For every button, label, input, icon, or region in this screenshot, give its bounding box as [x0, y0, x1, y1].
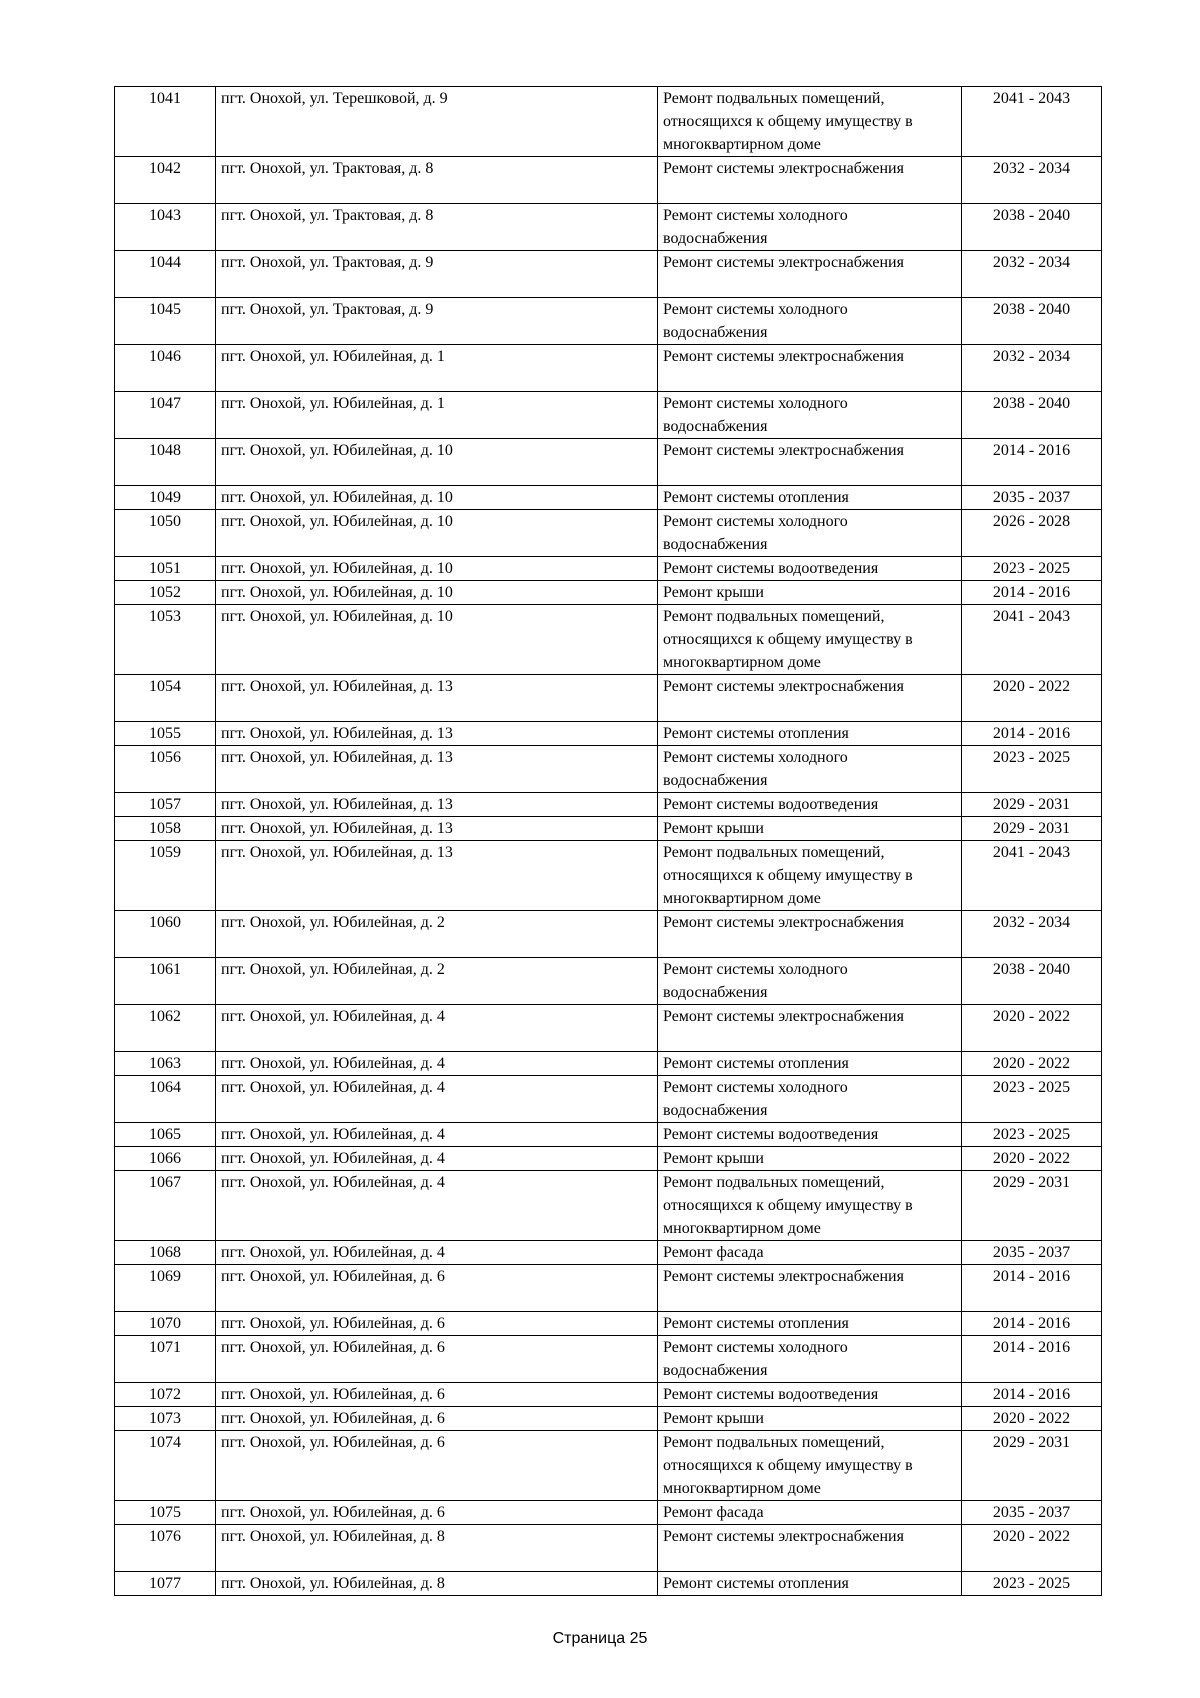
row-number-cell: 1048	[115, 439, 216, 486]
address-cell: пгт. Онохой, ул. Юбилейная, д. 6	[216, 1383, 658, 1407]
table-row	[115, 793, 1102, 817]
row-number-cell: 1047	[115, 392, 216, 439]
row-number-cell: 1066	[115, 1147, 216, 1171]
work-type-cell: Ремонт системы холодного водоснабжения	[658, 1076, 962, 1123]
address-cell: пгт. Онохой, ул. Юбилейная, д. 4	[216, 1123, 658, 1147]
work-type-cell: Ремонт подвальных помещений, относящихся к общему имуществу в многоквартирном доме	[658, 1431, 962, 1501]
row-number-cell: 1043	[115, 204, 216, 251]
period-cell: 2020 - 2022	[962, 675, 1102, 722]
work-type-cell: Ремонт системы электроснабжения	[658, 1005, 962, 1052]
work-type-cell: Ремонт системы холодного водоснабжения	[658, 958, 962, 1005]
work-type-cell: Ремонт системы электроснабжения	[658, 1265, 962, 1312]
period-cell: 2023 - 2025	[962, 557, 1102, 581]
address-cell: пгт. Онохой, ул. Юбилейная, д. 13	[216, 817, 658, 841]
work-type-cell: Ремонт системы отопления	[658, 1052, 962, 1076]
address-cell: пгт. Онохой, ул. Юбилейная, д. 4	[216, 1052, 658, 1076]
table-row	[115, 251, 1102, 298]
period-cell: 2035 - 2037	[962, 1241, 1102, 1265]
period-cell: 2014 - 2016	[962, 1312, 1102, 1336]
address-cell: пгт. Онохой, ул. Юбилейная, д. 13	[216, 675, 658, 722]
row-number-cell: 1067	[115, 1171, 216, 1241]
period-cell: 2029 - 2031	[962, 1431, 1102, 1501]
table-row	[115, 510, 1102, 557]
work-type-cell: Ремонт системы холодного водоснабжения	[658, 204, 962, 251]
work-type-cell: Ремонт системы холодного водоснабжения	[658, 392, 962, 439]
period-cell: 2023 - 2025	[962, 1123, 1102, 1147]
table-row	[115, 392, 1102, 439]
table-row	[115, 345, 1102, 392]
table-row	[115, 958, 1102, 1005]
period-cell: 2041 - 2043	[962, 87, 1102, 157]
address-cell: пгт. Онохой, ул. Юбилейная, д. 10	[216, 581, 658, 605]
row-number-cell: 1054	[115, 675, 216, 722]
table-row	[115, 1383, 1102, 1407]
work-type-cell: Ремонт фасада	[658, 1501, 962, 1525]
period-cell: 2023 - 2025	[962, 746, 1102, 793]
table-row	[115, 911, 1102, 958]
row-number-cell: 1055	[115, 722, 216, 746]
period-cell: 2020 - 2022	[962, 1052, 1102, 1076]
work-type-cell: Ремонт фасада	[658, 1241, 962, 1265]
address-cell: пгт. Онохой, ул. Юбилейная, д. 13	[216, 841, 658, 911]
row-number-cell: 1072	[115, 1383, 216, 1407]
table-row	[115, 675, 1102, 722]
period-cell: 2032 - 2034	[962, 345, 1102, 392]
row-number-cell: 1068	[115, 1241, 216, 1265]
work-type-cell: Ремонт крыши	[658, 1407, 962, 1431]
period-cell: 2020 - 2022	[962, 1525, 1102, 1572]
period-cell: 2029 - 2031	[962, 1171, 1102, 1241]
address-cell: пгт. Онохой, ул. Юбилейная, д. 13	[216, 722, 658, 746]
period-cell: 2014 - 2016	[962, 1265, 1102, 1312]
table-row	[115, 1572, 1102, 1596]
address-cell: пгт. Онохой, ул. Юбилейная, д. 6	[216, 1431, 658, 1501]
address-cell: пгт. Онохой, ул. Юбилейная, д. 10	[216, 557, 658, 581]
work-type-cell: Ремонт подвальных помещений, относящихся к общему имуществу в многоквартирном доме	[658, 605, 962, 675]
period-cell: 2038 - 2040	[962, 298, 1102, 345]
row-number-cell: 1061	[115, 958, 216, 1005]
row-number-cell: 1051	[115, 557, 216, 581]
row-number-cell: 1069	[115, 1265, 216, 1312]
table-row	[115, 1336, 1102, 1383]
table-row	[115, 817, 1102, 841]
period-cell: 2014 - 2016	[962, 1336, 1102, 1383]
row-number-cell: 1056	[115, 746, 216, 793]
table-row	[115, 486, 1102, 510]
row-number-cell: 1060	[115, 911, 216, 958]
table-row	[115, 1241, 1102, 1265]
table-row	[115, 1005, 1102, 1052]
period-cell: 2023 - 2025	[962, 1572, 1102, 1596]
work-type-cell: Ремонт системы водоотведения	[658, 1383, 962, 1407]
period-cell: 2020 - 2022	[962, 1147, 1102, 1171]
address-cell: пгт. Онохой, ул. Юбилейная, д. 6	[216, 1407, 658, 1431]
repair-schedule-table	[114, 86, 1102, 1596]
period-cell: 2029 - 2031	[962, 793, 1102, 817]
address-cell: пгт. Онохой, ул. Трактовая, д. 8	[216, 157, 658, 204]
row-number-cell: 1053	[115, 605, 216, 675]
row-number-cell: 1046	[115, 345, 216, 392]
work-type-cell: Ремонт системы холодного водоснабжения	[658, 746, 962, 793]
period-cell: 2014 - 2016	[962, 722, 1102, 746]
work-type-cell: Ремонт системы электроснабжения	[658, 157, 962, 204]
work-type-cell: Ремонт крыши	[658, 581, 962, 605]
address-cell: пгт. Онохой, ул. Терешковой, д. 9	[216, 87, 658, 157]
row-number-cell: 1070	[115, 1312, 216, 1336]
address-cell: пгт. Онохой, ул. Юбилейная, д. 4	[216, 1076, 658, 1123]
row-number-cell: 1052	[115, 581, 216, 605]
work-type-cell: Ремонт системы отопления	[658, 1572, 962, 1596]
address-cell: пгт. Онохой, ул. Юбилейная, д. 8	[216, 1525, 658, 1572]
table-row	[115, 557, 1102, 581]
work-type-cell: Ремонт подвальных помещений, относящихся к общему имуществу в многоквартирном доме	[658, 841, 962, 911]
table-row	[115, 1431, 1102, 1501]
period-cell: 2014 - 2016	[962, 439, 1102, 486]
address-cell: пгт. Онохой, ул. Трактовая, д. 9	[216, 298, 658, 345]
address-cell: пгт. Онохой, ул. Юбилейная, д. 6	[216, 1265, 658, 1312]
address-cell: пгт. Онохой, ул. Юбилейная, д. 6	[216, 1312, 658, 1336]
table-row	[115, 605, 1102, 675]
row-number-cell: 1059	[115, 841, 216, 911]
row-number-cell: 1076	[115, 1525, 216, 1572]
row-number-cell: 1045	[115, 298, 216, 345]
row-number-cell: 1071	[115, 1336, 216, 1383]
table-row	[115, 439, 1102, 486]
row-number-cell: 1074	[115, 1431, 216, 1501]
row-number-cell: 1049	[115, 486, 216, 510]
work-type-cell: Ремонт подвальных помещений, относящихся к общему имуществу в многоквартирном доме	[658, 87, 962, 157]
period-cell: 2020 - 2022	[962, 1407, 1102, 1431]
address-cell: пгт. Онохой, ул. Юбилейная, д. 10	[216, 605, 658, 675]
address-cell: пгт. Онохой, ул. Юбилейная, д. 4	[216, 1005, 658, 1052]
work-type-cell: Ремонт крыши	[658, 817, 962, 841]
period-cell: 2035 - 2037	[962, 1501, 1102, 1525]
work-type-cell: Ремонт системы отопления	[658, 486, 962, 510]
period-cell: 2029 - 2031	[962, 817, 1102, 841]
work-type-cell: Ремонт системы водоотведения	[658, 557, 962, 581]
address-cell: пгт. Онохой, ул. Юбилейная, д. 4	[216, 1241, 658, 1265]
period-cell: 2014 - 2016	[962, 1383, 1102, 1407]
table-row	[115, 746, 1102, 793]
period-cell: 2041 - 2043	[962, 841, 1102, 911]
row-number-cell: 1042	[115, 157, 216, 204]
table-row	[115, 722, 1102, 746]
row-number-cell: 1050	[115, 510, 216, 557]
table-body	[115, 87, 1102, 1596]
period-cell: 2014 - 2016	[962, 581, 1102, 605]
row-number-cell: 1075	[115, 1501, 216, 1525]
address-cell: пгт. Онохой, ул. Юбилейная, д. 4	[216, 1171, 658, 1241]
table-row	[115, 581, 1102, 605]
work-type-cell: Ремонт системы холодного водоснабжения	[658, 298, 962, 345]
work-type-cell: Ремонт системы водоотведения	[658, 793, 962, 817]
table-row	[115, 841, 1102, 911]
period-cell: 2032 - 2034	[962, 251, 1102, 298]
work-type-cell: Ремонт системы холодного водоснабжения	[658, 1336, 962, 1383]
address-cell: пгт. Онохой, ул. Юбилейная, д. 1	[216, 345, 658, 392]
row-number-cell: 1044	[115, 251, 216, 298]
address-cell: пгт. Онохой, ул. Юбилейная, д. 10	[216, 439, 658, 486]
address-cell: пгт. Онохой, ул. Юбилейная, д. 6	[216, 1336, 658, 1383]
work-type-cell: Ремонт системы электроснабжения	[658, 251, 962, 298]
period-cell: 2038 - 2040	[962, 392, 1102, 439]
address-cell: пгт. Онохой, ул. Юбилейная, д. 13	[216, 746, 658, 793]
table-row	[115, 1052, 1102, 1076]
table-row	[115, 1501, 1102, 1525]
period-cell: 2041 - 2043	[962, 605, 1102, 675]
work-type-cell: Ремонт подвальных помещений, относящихся к общему имуществу в многоквартирном доме	[658, 1171, 962, 1241]
work-type-cell: Ремонт системы отопления	[658, 1312, 962, 1336]
row-number-cell: 1063	[115, 1052, 216, 1076]
address-cell: пгт. Онохой, ул. Юбилейная, д. 10	[216, 486, 658, 510]
work-type-cell: Ремонт системы электроснабжения	[658, 439, 962, 486]
row-number-cell: 1057	[115, 793, 216, 817]
period-cell: 2026 - 2028	[962, 510, 1102, 557]
period-cell: 2023 - 2025	[962, 1076, 1102, 1123]
address-cell: пгт. Онохой, ул. Юбилейная, д. 4	[216, 1147, 658, 1171]
period-cell: 2038 - 2040	[962, 958, 1102, 1005]
address-cell: пгт. Онохой, ул. Юбилейная, д. 10	[216, 510, 658, 557]
table-row	[115, 298, 1102, 345]
address-cell: пгт. Онохой, ул. Юбилейная, д. 6	[216, 1501, 658, 1525]
period-cell: 2032 - 2034	[962, 911, 1102, 958]
row-number-cell: 1058	[115, 817, 216, 841]
period-cell: 2020 - 2022	[962, 1005, 1102, 1052]
row-number-cell: 1041	[115, 87, 216, 157]
row-number-cell: 1062	[115, 1005, 216, 1052]
table-row	[115, 1525, 1102, 1572]
table-row	[115, 157, 1102, 204]
address-cell: пгт. Онохой, ул. Юбилейная, д. 8	[216, 1572, 658, 1596]
row-number-cell: 1073	[115, 1407, 216, 1431]
address-cell: пгт. Онохой, ул. Трактовая, д. 8	[216, 204, 658, 251]
table-row	[115, 1312, 1102, 1336]
table-row	[115, 1265, 1102, 1312]
work-type-cell: Ремонт системы отопления	[658, 722, 962, 746]
address-cell: пгт. Онохой, ул. Юбилейная, д. 13	[216, 793, 658, 817]
table-row	[115, 87, 1102, 157]
work-type-cell: Ремонт системы электроснабжения	[658, 345, 962, 392]
work-type-cell: Ремонт системы электроснабжения	[658, 1525, 962, 1572]
table-row	[115, 1171, 1102, 1241]
row-number-cell: 1065	[115, 1123, 216, 1147]
work-type-cell: Ремонт системы холодного водоснабжения	[658, 510, 962, 557]
work-type-cell: Ремонт системы водоотведения	[658, 1123, 962, 1147]
work-type-cell: Ремонт крыши	[658, 1147, 962, 1171]
row-number-cell: 1064	[115, 1076, 216, 1123]
period-cell: 2038 - 2040	[962, 204, 1102, 251]
work-type-cell: Ремонт системы электроснабжения	[658, 911, 962, 958]
table-row	[115, 204, 1102, 251]
table-row	[115, 1407, 1102, 1431]
address-cell: пгт. Онохой, ул. Юбилейная, д. 2	[216, 911, 658, 958]
period-cell: 2035 - 2037	[962, 486, 1102, 510]
table-row	[115, 1147, 1102, 1171]
table-row	[115, 1123, 1102, 1147]
work-type-cell: Ремонт системы электроснабжения	[658, 675, 962, 722]
address-cell: пгт. Онохой, ул. Юбилейная, д. 2	[216, 958, 658, 1005]
page-number: Страница 25	[552, 1630, 648, 1647]
address-cell: пгт. Онохой, ул. Юбилейная, д. 1	[216, 392, 658, 439]
row-number-cell: 1077	[115, 1572, 216, 1596]
address-cell: пгт. Онохой, ул. Трактовая, д. 9	[216, 251, 658, 298]
period-cell: 2032 - 2034	[962, 157, 1102, 204]
table-row	[115, 1076, 1102, 1123]
